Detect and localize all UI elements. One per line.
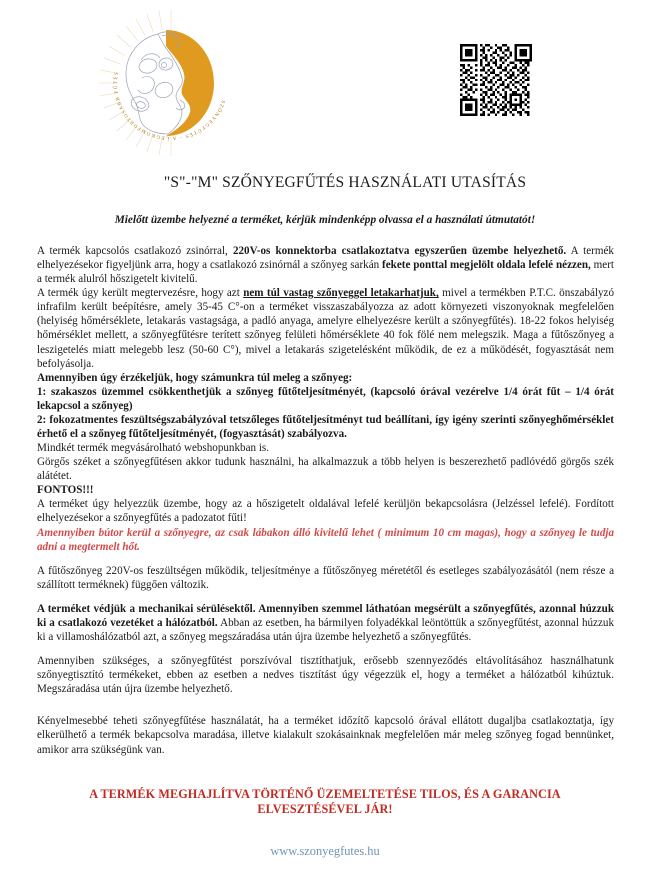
qr-code-icon (460, 44, 532, 116)
paragraph-power-connection (37, 244, 614, 286)
website-link[interactable]: www.szonyegfutes.hu (270, 844, 380, 859)
paragraph-too-warm-intro: Amennyiben úgy érzékeljük, hogy számunkra túl meleg a szőnyeg: (37, 371, 353, 384)
paragraph-cleaning: Amennyiben szükséges, a szőnyegfűtést porszívóval tisztíthatjuk, erősebb szennyeződés eltávolításához használhatunk szőnyegtisztító termékeket, ebben az esetben a nedves tisztítást úgy végezzük el, hogy a terméket a hálózatból kihúztuk. Megszáradása után újra üzembe helyezhető. (37, 655, 614, 696)
document-header (0, 0, 650, 168)
document-body (0, 244, 650, 757)
p2-part-c: mivel a termékben P.T.C. önszabályzó infrafilm került beépítésre, amely 35-45 C°-on a terméket visszaszabályozza az adott környezeti viszonyoknak megfelelően (helyiség hőmérséklete, letakarás vastagsága, a padló anyaga, amelyre elhelyezésre került a szőnyegfűtés). 18-22 fokos helyiség hőmérséklet mellett, a szőnyegfűtésre terített szőnyeg felületi hőmérséklete 40 fok fölé nem melegszik. Maga a fűtőszőnyeg a leszigetelés miatt melegebb lesz (50-60 C°), mivel a letakarás szigetelésként működik, de ez a működését, fogyasztását nem befolyásolja. (37, 287, 614, 370)
paragraph-option-1: 1: szakaszos üzemmel csökkenthetjük a szőnyeg fűtőteljesítményét, (kapcsoló órával vezérelve 1/4 órát fűt – 1/4 órát lekapcsol a szőnyeg) (37, 385, 614, 412)
page-subtitle: Mielőtt üzembe helyezné a terméket, kérjük mindenképp olvassa el a használati útmutatót! (114, 214, 536, 226)
page-title: "S"-"M" SZŐNYEGFŰTÉS HASZNÁLATI UTASÍTÁS (163, 174, 527, 191)
company-logo (96, 8, 246, 158)
p1-part-d: fekete ponttal megjelölt oldala lefelé nézzen, (382, 259, 591, 272)
p1-part-a: A termék kapcsolós csatlakozó zsinórral, (37, 245, 233, 257)
p11-part-a: A terméket védjük a mechanikai sérülésektől. Amennyiben szemmel láthatóan megsérült a szőnyegfűtés, azonnal húzzuk ki a csatlakozó vezetéket a hálózatból. (37, 602, 614, 629)
p11-part-b: Abban az esetben, ha bármilyen folyadékkal leöntöttük a szőnyegfűtést, azonnal húzzuk ki a villamoshálózatból azt, a szőnyeg megszáradása után újra üzembe helyezhető a szőnyegfűtés. (37, 616, 614, 644)
paragraph-mechanical-damage (37, 602, 614, 644)
paragraph-orientation: A terméket úgy helyezzük üzembe, hogy az a hőszigetelt oldalával lefelé kerüljön bekapcsolásra (Jelzéssel lefelé). Fordított elhelyezésekor a szőnyegfűtés a padozatot fűti! (37, 498, 614, 525)
paragraph-ptc-design (37, 286, 614, 370)
p2-highlight-covering: nem túl vastag szőnyeggel letakarhatjuk, (243, 287, 439, 300)
qr-code (460, 44, 532, 116)
p1-part-e: mert a termék alulról hőszigetelt kivitelű. (37, 259, 614, 286)
warning-furniture-legs: Amennyiben bútor kerül a szőnyegre, az csak lábakon álló kivitelű lehet ( minimum 10 cm magas), hogy a szőnyeg le tudja adni a megtermelt hőt. (37, 526, 614, 553)
logo-ring-text: SZŐNYEGFŰTÉS - A LEGKOMFORTOSABB FŰTÉS (112, 70, 227, 142)
important-heading: FONTOS!!! (37, 484, 94, 497)
paragraph-voltage-output: A fűtőszőnyeg 220V-os feszültségen működik, teljesítménye a fűtőszőnyeg méretétől és esetleges szabályozásától (nem része a szállított terméknek) függően változik. (37, 564, 614, 591)
paragraph-webshop: Mindkét termék megvásárolható webshopunkban is. (37, 442, 269, 455)
p1-part-c: A termék elhelyezésekor figyeljünk arra, hogy a csatlakozó zsinórnál a szőnyeg sarkán (37, 245, 614, 272)
p1-part-b: 220V-os konnektorba csatlakoztatva egyszerűen üzembe helyezhető. (232, 245, 567, 257)
paragraph-office-chair: Görgős széket a szőnyegfűtésen akkor tudunk használni, ha alkalmazzuk a több helyen is beszerezhető padlóvédő görgős szék alátétet. (37, 456, 614, 483)
paragraph-timer-comfort: Kényelmesebbé teheti szőnyegfűtése használatát, ha a terméket időzítő kapcsoló órával ellátott dugaljba csatlakoztatja, így elkerülhető a termék bekapcsolva maradása, illetve kialakult szokásainknak megfelelően már meleg szőnyeg fogad bennünket, amikor arra szükségünk van. (37, 715, 614, 756)
p2-part-a: A termék úgy került megtervezésre, hogy azt (37, 287, 244, 300)
footer-warning: A TERMÉK MEGHAJLÍTVA TÖRTÉNŐ ÜZEMELTETÉSE TILOS, ÉS A GARANCIA ELVESZTÉSÉVEL JÁR! (89, 786, 561, 817)
paragraph-option-2: 2: fokozatmentes feszültségszabályzóval tetszőleges fűtőteljesítményt tud beállítani, így igény szerinti szőnyeghőmérséklet érhető el a szőnyeg fűtőteljesítményét, (fogyasztását) szabályozva. (37, 413, 614, 441)
sun-face-logo-icon (96, 8, 246, 158)
